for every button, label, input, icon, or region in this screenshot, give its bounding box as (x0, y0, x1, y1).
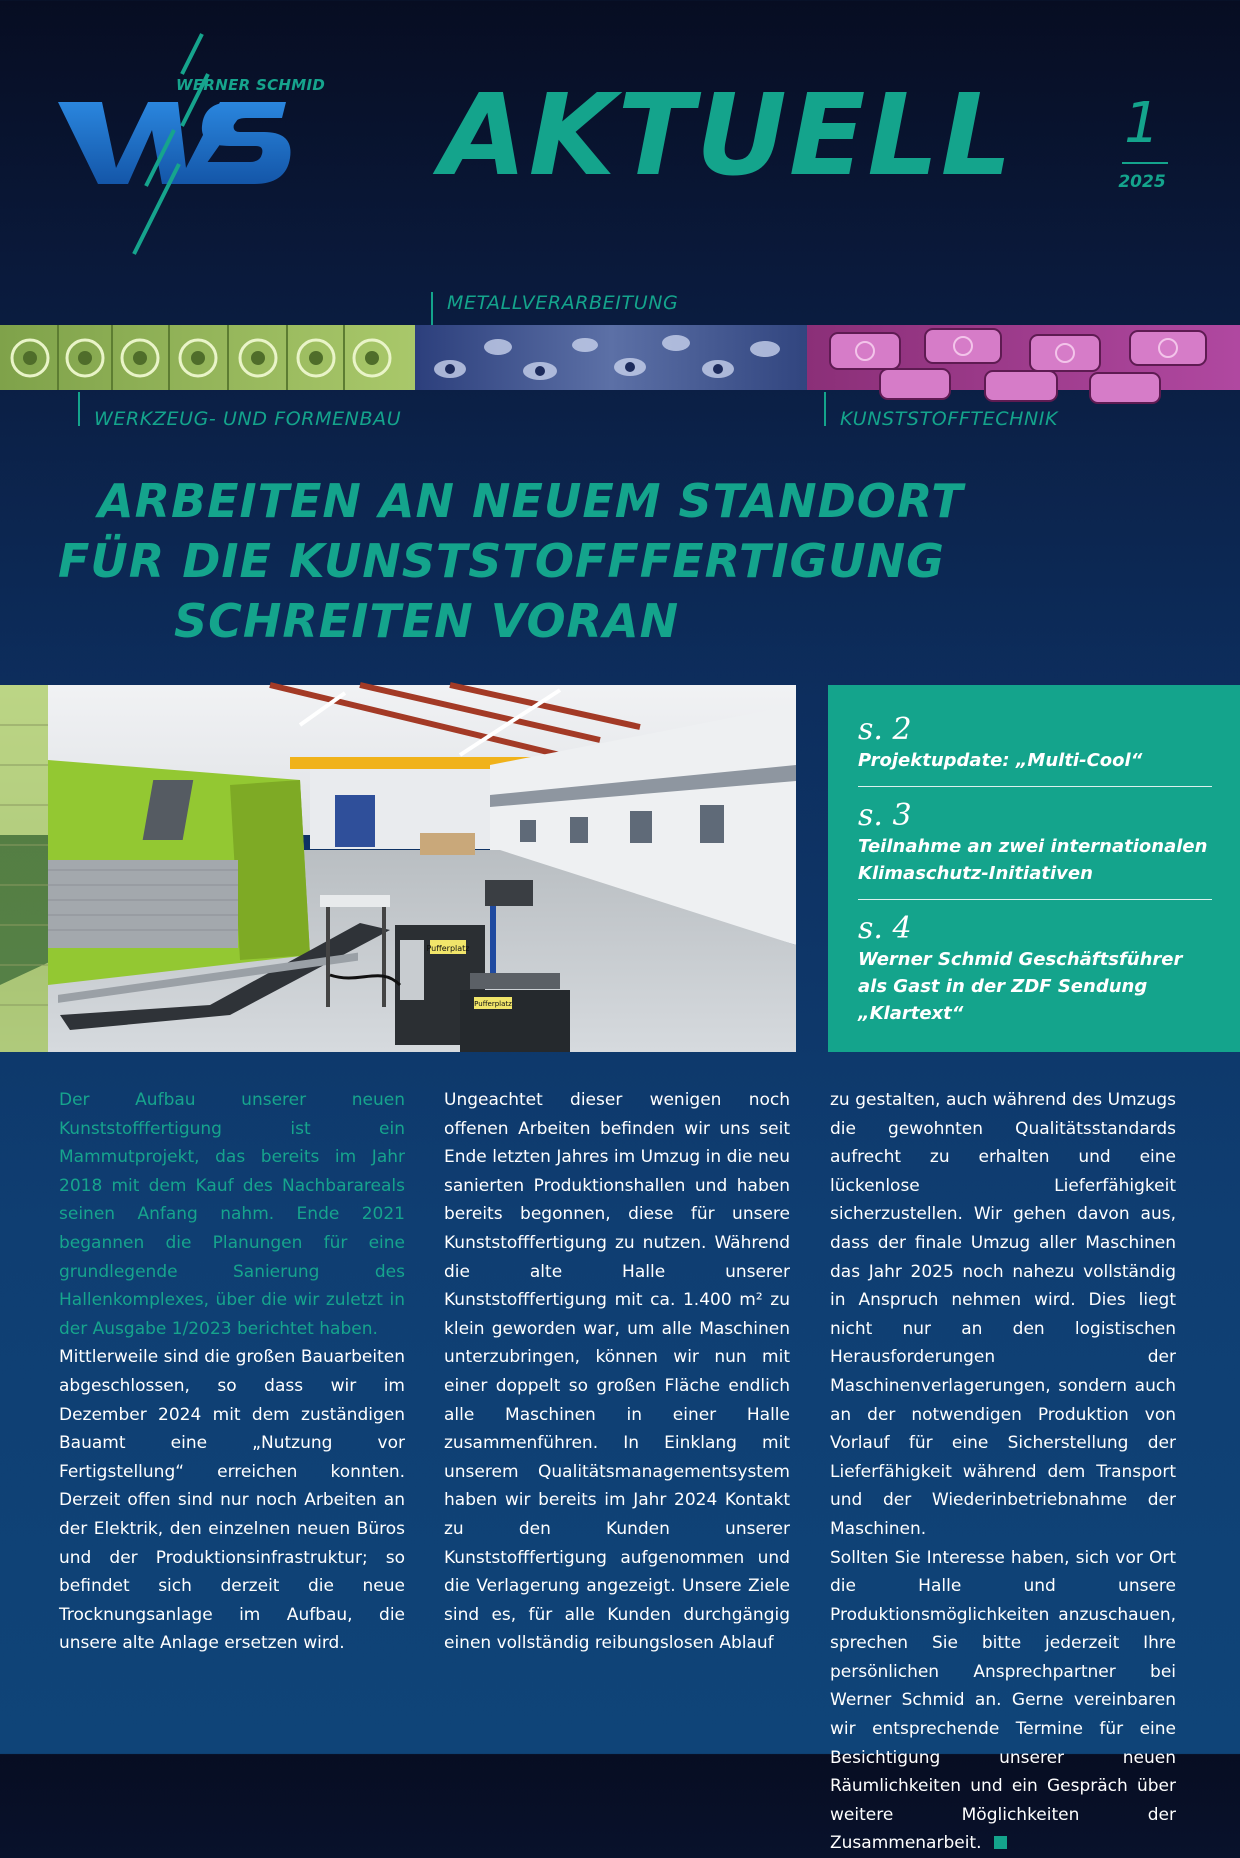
article-end-mark (994, 1836, 1007, 1849)
article-paragraph (830, 1544, 1176, 1858)
article-paragraph: Ungeachtet dieser wenigen noch offenen Arbeiten befinden wir uns seit Ende letzten Jahres im Umzug in die neu sanierten Produktionshallen und haben bereits begonnen, diese für unsere Kunststofffertigung zu nutzen. Während die alte Halle unserer Kunststofffertigung mit ca. 1.400 m² zu klein geworden war, um alle Maschinen unterzubringen, können wir nun mit einer doppelt so großen Fläche endlich alle Maschinen in einer Halle zusammenführen. In Einklang mit unserem Qualitätsmanagementsystem haben wir bereits im Jahr 2024 Kontakt zu den Kunden unserer Kunststofffertigung aufgenommen und die Verlagerung angezeigt. Unsere Ziele sind es, für alle Kunden durchgängig einen vollständig reibungslosen Ablauf (444, 1086, 790, 1658)
toc-title: Projektupdate: „Multi-Cool“ (858, 747, 1212, 774)
issue-divider (1122, 162, 1168, 164)
banner-segment-metall (415, 325, 807, 390)
toc-title: Teilnahme an zwei internationalen Klimaschutz-Initiativen (858, 833, 1212, 887)
article-column-1 (59, 1086, 405, 1658)
toc-item[interactable] (858, 799, 1212, 900)
werner-schmid-logo (54, 34, 334, 254)
article-paragraph: Mittlerweile sind die großen Bauarbeiten abgeschlossen, so dass wir im Dezember 2024 mit dem zuständigen Bauamt eine „Nutzung vor Fertigstellung“ erreichen konnten. Derzeit offen sind nur noch Arbeiten an der Elektrik, den einzelnen neuen Büros und der Produktionsinfrastruktur; so befindet sich derzeit die neue Trocknungsanlage im Aufbau, die unsere alte Anlage ersetzen wird. (59, 1343, 405, 1658)
article-column-3 (830, 1086, 1176, 1858)
article-column-2 (444, 1086, 790, 1658)
division-tick (824, 392, 826, 426)
banner-segment-kunststoff (807, 325, 1240, 403)
division-label-metallverarbeitung: METALLVERARBEITUNG (434, 292, 678, 314)
issue-number: 1 (1112, 96, 1172, 152)
toc-page-number: s. 2 (858, 713, 1212, 747)
article-paragraph: zu gestalten, auch während des Umzugs die gewohnten Qualitätsstandards aufrecht zu erhalten und eine lückenlose Lieferfähigkeit sicherzustellen. Wir gehen davon aus, dass der finale Umzug aller Maschinen das Jahr 2025 noch nahezu vollständig in Anspruch nehmen wird. Dies liegt nicht nur an den logistischen Herausforderungen der Maschinenverlagerungen, sondern auch an der notwendigen Produktion von Vorlauf für eine Sicherstellung der Lieferfähigkeit während dem Transport und der Wiederinbetriebnahme der Maschinen. (830, 1086, 1176, 1544)
table-of-contents (828, 685, 1240, 1052)
newsletter-title: AKTUELL (440, 80, 1014, 192)
logo-tagline: WERNER SCHMID (176, 76, 325, 94)
headline-line-2: FÜR DIE KUNSTSTOFFFERTIGUNG (58, 538, 945, 584)
article-lead: Der Aufbau unserer neuen Kunststofffertigung ist ein Mammutprojekt, das bereits im Jahr 2018 mit dem Kauf des Nachbarareals seinen Anfang nahm. Ende 2021 begannen die Planungen für eine grundlegende Sanierung des Hallenkomplexes, über die wir zuletzt in der Ausgabe 1/2023 berichtet haben. (59, 1086, 405, 1343)
toc-item[interactable] (858, 713, 1212, 787)
hero-photo-production-hall (0, 685, 796, 1052)
division-tick (78, 392, 80, 426)
toc-page-number: s. 3 (858, 799, 1212, 833)
headline-line-1: ARBEITEN AN NEUEM STANDORT (98, 478, 964, 524)
article-closing-text: Sollten Sie Interesse haben, sich vor Ort die Halle und unsere Produktionsmöglichkeiten anzuschauen, sprechen Sie bitte jederzeit Ihre persönlichen Ansprechpartner bei Werner Schmid an. Gerne vereinbaren wir entsprechende Termine für eine Besichtigung unserer neuen Räumlichkeiten und ein Gespräch über weitere Möglichkeiten der Zusammenarbeit. (830, 1548, 1176, 1854)
svg-text:WS: WS (194, 153, 196, 155)
hero-sign-1: Pufferplatz (426, 944, 469, 953)
toc-page-number: s. 4 (858, 912, 1212, 946)
division-banner (0, 325, 1240, 390)
headline-line-3: SCHREITEN VORAN (174, 598, 679, 644)
division-label-kunststofftechnik: KUNSTSTOFFTECHNIK (827, 408, 1058, 430)
division-label-werkzeugbau: WERKZEUG- UND FORMENBAU (81, 408, 401, 430)
banner-segment-werkzeug (0, 325, 415, 390)
issue-year: 2025 (1112, 172, 1172, 192)
hero-sign-2: Pufferplatz (474, 1000, 512, 1008)
toc-title: Werner Schmid Geschäftsführer als Gast in der ZDF Sendung „Klartext“ (858, 946, 1212, 1027)
toc-item[interactable] (858, 912, 1212, 1039)
division-tick (431, 292, 433, 326)
